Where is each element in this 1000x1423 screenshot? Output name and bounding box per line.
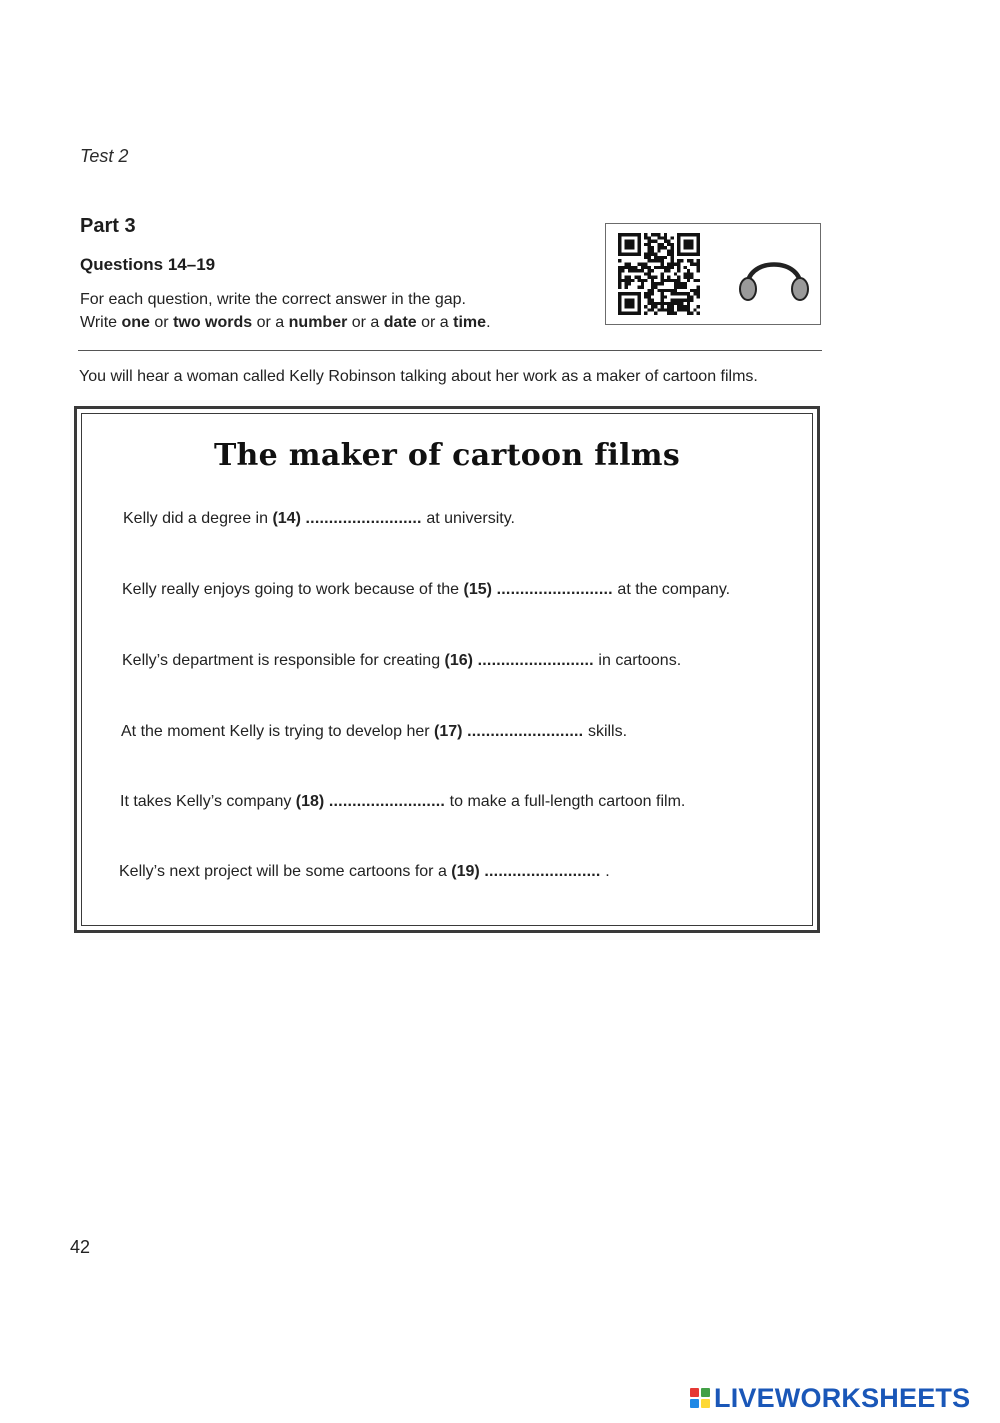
instruction-line-2: Write one or two words or a number or a date or a time. (80, 314, 491, 331)
question-15: Kelly really enjoys going to work because of the (15) ......................... at the company. (122, 581, 731, 598)
question-14: Kelly did a degree in (14) ......................... at university. (123, 510, 515, 527)
instruction-line-1: For each question, write the correct answer in the gap. (80, 291, 466, 308)
answer-gap-14[interactable]: ......................... (300, 510, 427, 527)
liveworksheets-logo-icon (690, 1388, 710, 1408)
qr-code-icon[interactable] (618, 233, 700, 315)
answer-gap-16[interactable]: ......................... (472, 652, 599, 669)
headphones-icon[interactable] (734, 240, 814, 312)
section-divider (78, 350, 822, 351)
listening-intro: You will hear a woman called Kelly Robinson talking about her work as a maker of cartoon films. (79, 368, 758, 385)
questions-range: Questions 14–19 (80, 255, 216, 274)
answer-gap-18[interactable]: ......................... (324, 793, 450, 810)
liveworksheets-logo[interactable] (690, 1383, 970, 1413)
question-19: Kelly’s next project will be some cartoons for a (19) ......................... . (119, 863, 610, 880)
answer-gap-15[interactable]: ......................... (491, 581, 618, 598)
page-number: 42 (70, 1237, 91, 1257)
audio-media-box (605, 223, 821, 325)
question-18: It takes Kelly’s company (18) ......................... to make a full-length cartoon film. (120, 793, 686, 810)
part-title: Part 3 (80, 215, 136, 237)
question-16: Kelly’s department is responsible for creating (16) ......................... in cartoons. (122, 652, 682, 669)
notes-title: The maker of cartoon films (213, 438, 681, 473)
test-label: Test 2 (80, 146, 129, 166)
question-17: At the moment Kelly is trying to develop her (17) ......................... skills. (121, 723, 628, 740)
liveworksheets-wordmark: LIVEWORKSHEETS (714, 1382, 971, 1413)
answer-gap-17[interactable]: ......................... (462, 723, 588, 740)
answer-gap-19[interactable]: ......................... (479, 863, 606, 880)
